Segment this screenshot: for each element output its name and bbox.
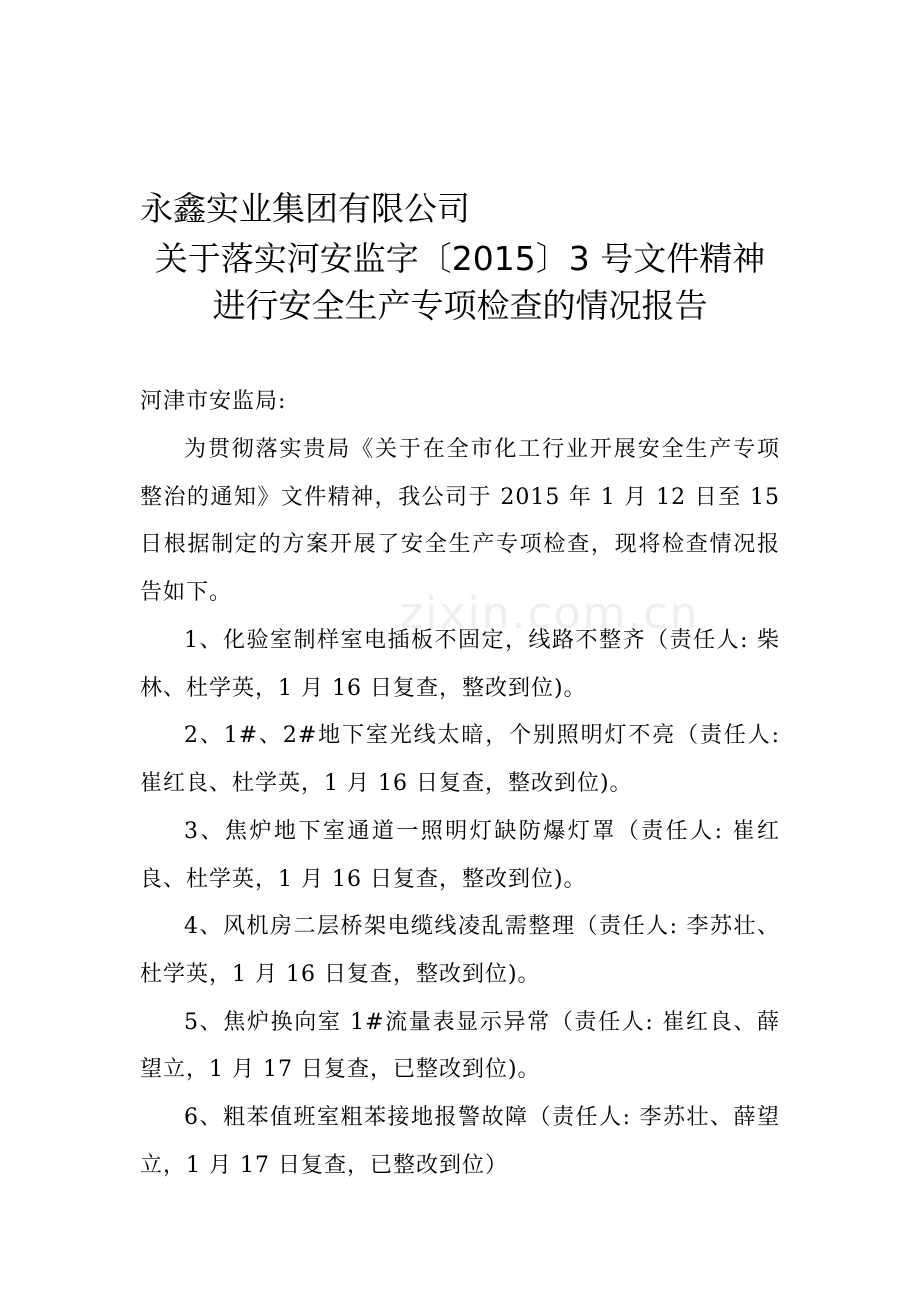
finding-item-5: 5、焦炉换向室 1#流量表显示异常（责任人: 崔红良、薛望立，1 月 17 日复查，已整改到位)。 <box>140 1009 780 1083</box>
salutation: 河津市安监局: <box>140 389 287 414</box>
finding-item-4: 4、风机房二层桥架电缆线凌乱需整理（责任人: 李苏壮、杜学英，1 月 16 日复查，整改到位)。 <box>140 914 780 987</box>
intro-paragraph: 为贯彻落实贵局《关于在全市化工行业开展安全生产专项整治的通知》文件精神，我公司于 2015 年 1 月 12 日至 15 日根据制定的方案开展了安全生产专项检查，现将检查情况报告如下。 <box>140 437 780 606</box>
finding-item-1: 1、化验室制样室电插板不固定，线路不整齐（责任人: 柴林、杜学英，1 月 16 日复查，整改到位)。 <box>140 628 780 701</box>
finding-item-6: 6、粗苯值班室粗苯接地报警故障（责任人: 李苏壮、薛望立，1 月 17 日复查，已整改到位） <box>140 1105 780 1178</box>
document-title-line-1: 关于落实河安监字〔2015〕3 号文件精神 <box>154 239 766 278</box>
document-title-organization: 永鑫实业集团有限公司 <box>140 189 470 228</box>
document-title-line-2: 进行安全生产专项检查的情况报告 <box>212 286 708 325</box>
finding-item-3: 3、焦炉地下室通道一照明灯缺防爆灯罩（责任人: 崔红良、杜学英，1 月 16 日复查，整改到位)。 <box>140 818 780 892</box>
findings-list <box>140 617 780 1189</box>
watermark: zixin.com.cn <box>400 588 700 639</box>
finding-item-2: 2、1#、2#地下室光线太暗，个别照明灯不亮（责任人: 崔红良、杜学英，1 月 16 日复查，整改到位)。 <box>140 723 780 797</box>
